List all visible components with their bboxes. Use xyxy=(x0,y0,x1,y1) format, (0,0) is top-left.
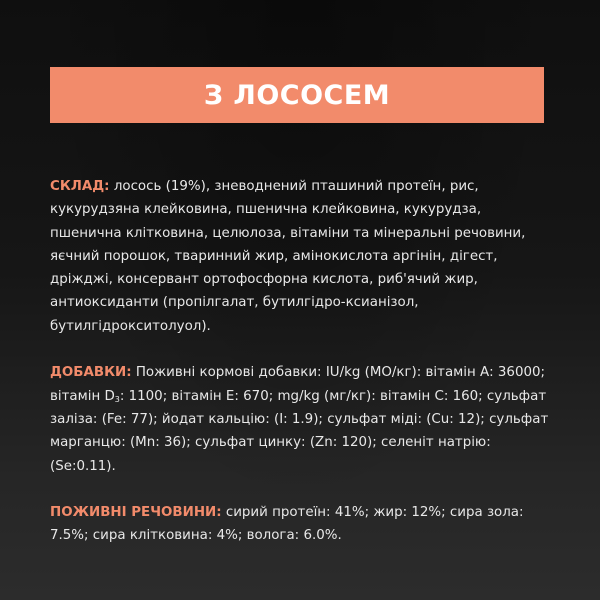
nutrients-paragraph xyxy=(50,501,550,548)
nutrients-label: ПОЖИВНІ РЕЧОВИНИ: xyxy=(50,505,222,521)
nutrients-text: сирий протеїн: 41%; жир: 12%; сира зола: 7.5%; сира клітковина: 4%; волога: 6.0%. xyxy=(50,505,524,544)
ingredients-content xyxy=(50,175,550,571)
composition-paragraph xyxy=(50,175,550,338)
additives-text: Поживні кормові добавки: IU/kg (МО/кг): вітамін А: 36000; вітамін D xyxy=(50,365,546,404)
composition-text: лосось (19%), зневоднений пташиний протеїн, рис, кукурудзяна клейковина, пшенична клейковина, кукурудза, пшенична клітковина, целюлоза, вітаміни та мінеральні речовини, яєчний порошок, тваринний жир, амінокислота аргінін, дігест, дріжджі, консервант ортофосфорна кислота, риб'ячий жир, антиоксиданти (пропілгалат, бутилгідро-ксианізол, бутилгідрокситолуол). xyxy=(50,179,526,334)
additives-label: ДОБАВКИ: xyxy=(50,365,132,381)
page-title: З ЛОСОСЕМ xyxy=(203,79,391,111)
additives-text-continued: : 1100; вітамін Е: 670; mg/kg (мг/кг): вітамін С: 160; сульфат заліза: (Fe: 77); йодат кальцію: (I: 1.9); сульфат міді: (Cu: 12); сульфат марганцю: (Mn: 36); сульфат цинку: (Zn: 120); селеніт натрію: (Se:0.11). xyxy=(50,388,549,474)
additives-paragraph xyxy=(50,361,550,477)
composition-label: СКЛАД: xyxy=(50,179,110,194)
title-banner xyxy=(50,67,544,123)
vitamin-d-subscript: 3 xyxy=(114,394,120,404)
